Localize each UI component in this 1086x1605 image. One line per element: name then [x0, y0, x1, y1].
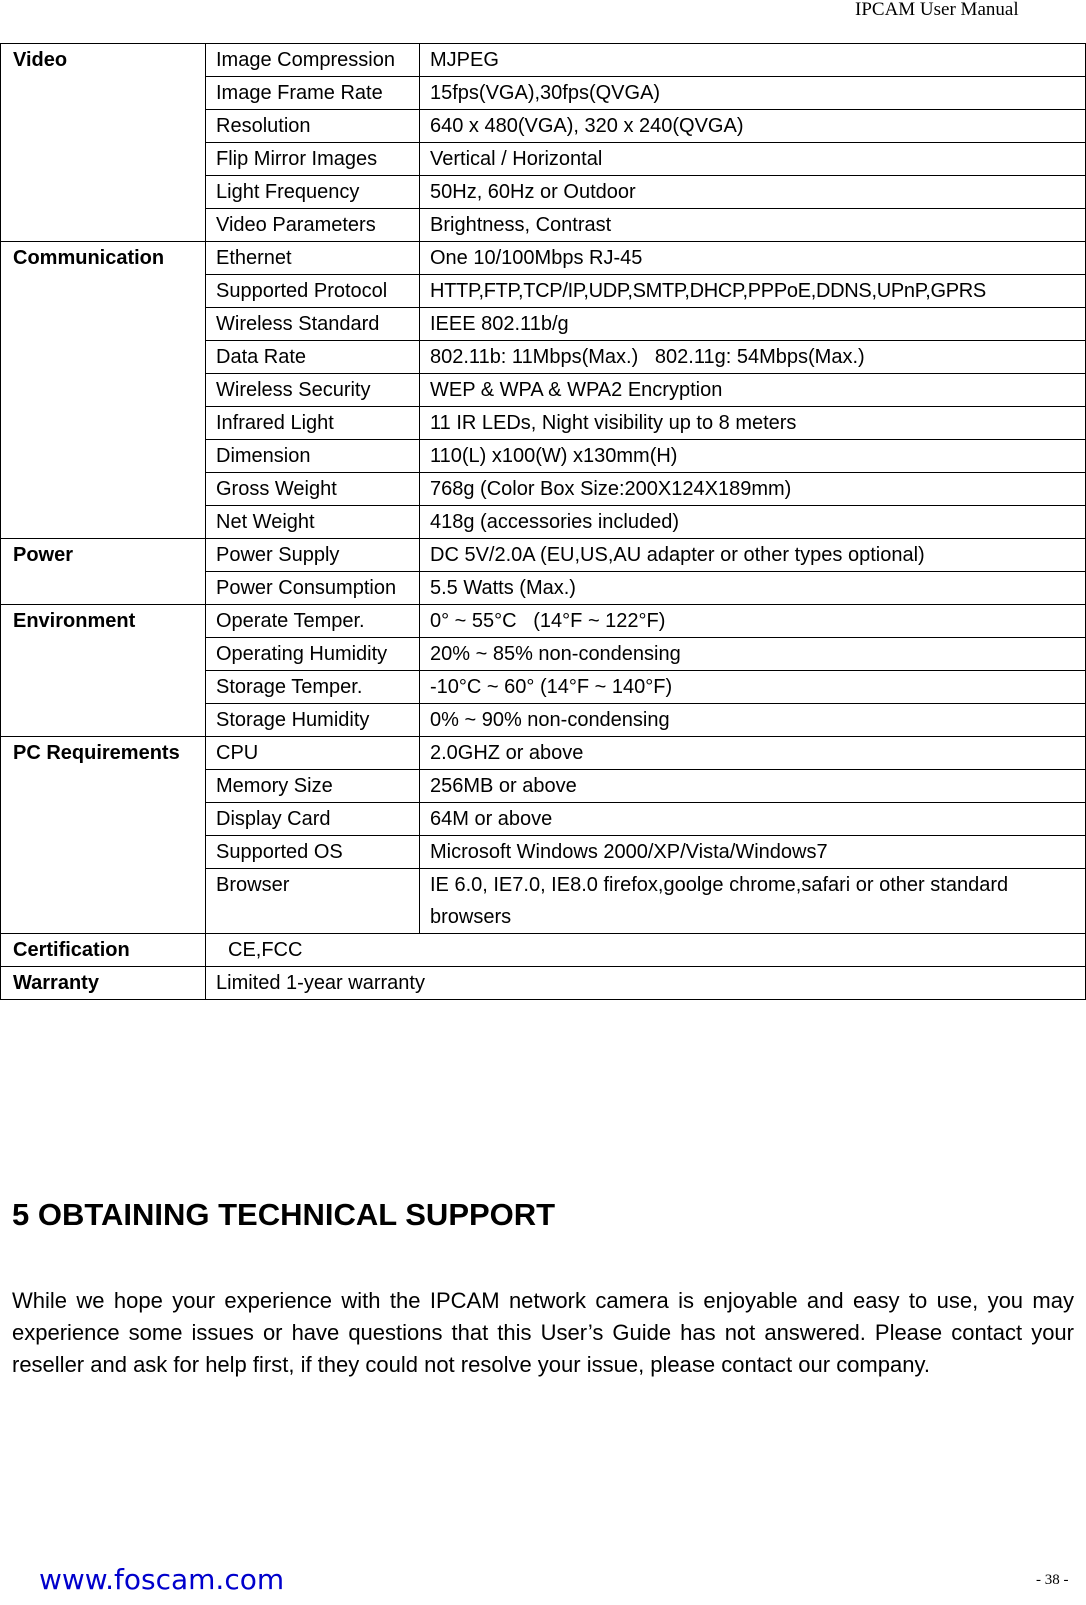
spec-label: Memory Size — [206, 770, 420, 803]
spec-value: 11 IR LEDs, Night visibility up to 8 meters — [420, 407, 1086, 440]
category-certification: Certification — [1, 934, 206, 967]
spec-value: 20% ~ 85% non-condensing — [420, 638, 1086, 671]
spec-label: Image Frame Rate — [206, 77, 420, 110]
spec-label: Image Compression — [206, 44, 420, 77]
spec-value: 256MB or above — [420, 770, 1086, 803]
spec-label: Flip Mirror Images — [206, 143, 420, 176]
category-environment: Environment — [1, 605, 206, 737]
footer-website-link[interactable]: www.foscam.com — [39, 1563, 285, 1596]
spec-value: Microsoft Windows 2000/XP/Vista/Windows7 — [420, 836, 1086, 869]
section-paragraph: While we hope your experience with the IPCAM network camera is enjoyable and easy to use, you may experience some issues or have questions that this User’s Guide has not answered. Please contact your reseller and ask for help first, if they could not resolve your issue, please contact our company. — [12, 1288, 1074, 1377]
spec-label: Browser — [206, 869, 420, 934]
spec-value: 0° ~ 55°C (14°F ~ 122°F) — [420, 605, 1086, 638]
spec-value: 802.11b: 11Mbps(Max.) 802.11g: 54Mbps(Max.) — [420, 341, 1086, 374]
spec-label: Supported Protocol — [206, 275, 420, 308]
category-video: Video — [1, 44, 206, 242]
category-communication: Communication — [1, 242, 206, 539]
spec-label: Power Supply — [206, 539, 420, 572]
spec-label: Storage Temper. — [206, 671, 420, 704]
spec-value: DC 5V/2.0A (EU,US,AU adapter or other types optional) — [420, 539, 1086, 572]
spec-label: Ethernet — [206, 242, 420, 275]
spec-label: Dimension — [206, 440, 420, 473]
spec-label: Wireless Standard — [206, 308, 420, 341]
spec-label: Wireless Security — [206, 374, 420, 407]
table-row — [1, 967, 1086, 1000]
spec-value: IE 6.0, IE7.0, IE8.0 firefox,goolge chrome,safari or other standard browsers — [420, 869, 1086, 934]
spec-label: Storage Humidity — [206, 704, 420, 737]
spec-label: Gross Weight — [206, 473, 420, 506]
specification-table — [0, 43, 1086, 1000]
spec-label: Net Weight — [206, 506, 420, 539]
spec-value: One 10/100Mbps RJ-45 — [420, 242, 1086, 275]
spec-value: 2.0GHZ or above — [420, 737, 1086, 770]
table-row — [1, 737, 1086, 770]
spec-value: 64M or above — [420, 803, 1086, 836]
spec-value: 15fps(VGA),30fps(QVGA) — [420, 77, 1086, 110]
spec-value: WEP & WPA & WPA2 Encryption — [420, 374, 1086, 407]
spec-value: MJPEG — [420, 44, 1086, 77]
spec-label: Power Consumption — [206, 572, 420, 605]
spec-label: Light Frequency — [206, 176, 420, 209]
spec-value: Vertical / Horizontal — [420, 143, 1086, 176]
spec-value: CE,FCC — [206, 934, 1086, 967]
spec-label: Infrared Light — [206, 407, 420, 440]
table-row — [1, 605, 1086, 638]
document-header-title: IPCAM User Manual — [855, 0, 1019, 20]
spec-label: Operate Temper. — [206, 605, 420, 638]
spec-label: Operating Humidity — [206, 638, 420, 671]
spec-label: Display Card — [206, 803, 420, 836]
table-row — [1, 44, 1086, 77]
category-warranty: Warranty — [1, 967, 206, 1000]
spec-label: Data Rate — [206, 341, 420, 374]
page-number: - 38 - — [1036, 1572, 1069, 1588]
table-row — [1, 539, 1086, 572]
spec-value: 110(L) x100(W) x130mm(H) — [420, 440, 1086, 473]
spec-value: HTTP,FTP,TCP/IP,UDP,SMTP,DHCP,PPPoE,DDNS,UPnP,GPRS — [420, 275, 1086, 308]
spec-label: Resolution — [206, 110, 420, 143]
spec-value: 640 x 480(VGA), 320 x 240(QVGA) — [420, 110, 1086, 143]
spec-label: Supported OS — [206, 836, 420, 869]
table-row — [1, 934, 1086, 967]
spec-label: Video Parameters — [206, 209, 420, 242]
category-pc-requirements: PC Requirements — [1, 737, 206, 934]
spec-value: 768g (Color Box Size:200X124X189mm) — [420, 473, 1086, 506]
category-power: Power — [1, 539, 206, 605]
spec-value: 5.5 Watts (Max.) — [420, 572, 1086, 605]
spec-label: CPU — [206, 737, 420, 770]
spec-value: 418g (accessories included) — [420, 506, 1086, 539]
spec-value: Brightness, Contrast — [420, 209, 1086, 242]
section-heading: 5 OBTAINING TECHNICAL SUPPORT — [12, 1197, 556, 1232]
spec-value: Limited 1-year warranty — [206, 967, 1086, 1000]
spec-value: 0% ~ 90% non-condensing — [420, 704, 1086, 737]
spec-value: -10°C ~ 60° (14°F ~ 140°F) — [420, 671, 1086, 704]
spec-value: IEEE 802.11b/g — [420, 308, 1086, 341]
spec-value: 50Hz, 60Hz or Outdoor — [420, 176, 1086, 209]
table-row — [1, 242, 1086, 275]
